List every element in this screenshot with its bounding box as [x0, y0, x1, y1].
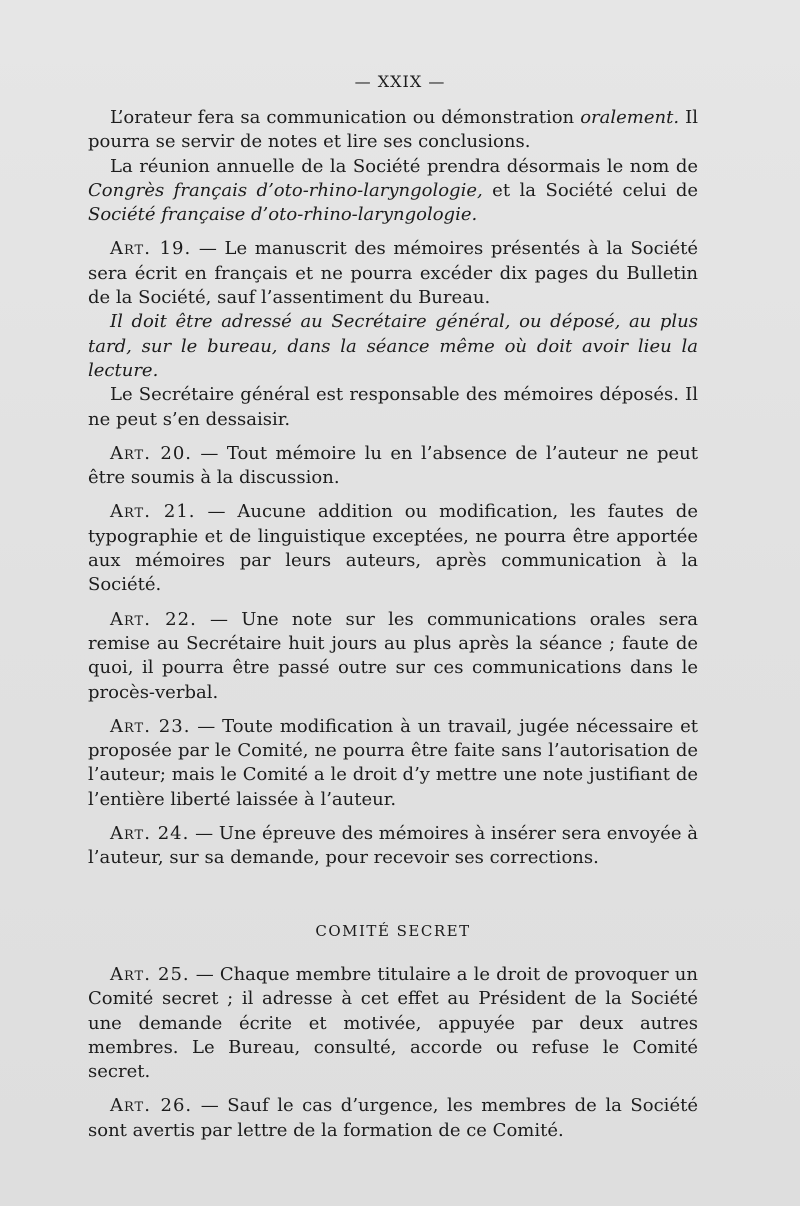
section-heading: COMITÉ SECRET [315, 921, 471, 940]
article-label: Art. 23. [110, 715, 191, 737]
article-label: Art. 24. [110, 823, 190, 845]
article-22: Art. 22. — Une note sur les communications orales sera remise au Secrétaire huit jours au plus après la séance ; faute de quoi, il pourra être passé outre sur ces communications dans le procès-verbal. [88, 608, 698, 703]
article-19: Art. 19. — Le manuscrit des mémoires présentés à la Société sera écrit en français et ne pourra excéder dix pages du Bulletin de la Société, sauf l’assentiment du Bureau. [88, 238, 698, 309]
article-label: Art. 22. [110, 608, 197, 630]
article-20: Art. 20. — Tout mémoire lu en l’absence de l’auteur ne peut être soumis à la discussion. [88, 442, 698, 489]
article-label: Art. 21. [110, 501, 196, 523]
page-number: — XXIX — [354, 72, 446, 91]
article-19-continued: Le Secrétaire général est responsable des mémoires déposés. Il ne peut s’en dessaisir. [88, 384, 698, 430]
article-26: Art. 26. — Sauf le cas d’urgence, les membres de la Société sont avertis par lettre de la formation de ce Comité. [88, 1095, 698, 1141]
article-19-italic: Il doit être adressé au Secrétaire général, ou déposé, au plus tard, sur le bureau, dans la séance même où doit avoir lieu la lecture. [88, 311, 698, 381]
article-23: Art. 23. — Toute modification à un travail, jugée nécessaire et proposée par le Comité, ne pourra être faite sans l’autorisation de l’auteur; mais le Comité a le droit d’y mettre une note justifiant de l’entière liberté laissée à l’auteur. [88, 715, 698, 810]
article-21: Art. 21. — Aucune addition ou modification, les fautes de typographie et de linguistique exceptées, ne pourra être apportée aux mémoires par leurs auteurs, après communication à la Société. [88, 501, 698, 596]
article-label: Art. 26. [110, 1095, 193, 1117]
paragraph-oral-communication: L’orateur fera sa communication ou démonstration oralement. Il pourra se servir de notes et lire ses conclusions. [88, 107, 698, 153]
body-text [88, 106, 698, 1143]
article-25: Art. 25. — Chaque membre titulaire a le droit de provoquer un Comité secret ; il adresse à cet effet au Président de la Société une demande écrite et motivée, appuyée par deux autres membres. Le Bureau, consulté, accorde ou refuse le Comité secret. [88, 963, 698, 1083]
article-label: Art. 20. [110, 442, 192, 464]
article-label: Art. 25. [110, 963, 190, 985]
article-label: Art. 19. [110, 238, 192, 260]
paragraph-congress-name: La réunion annuelle de la Société prendra désormais le nom de Congrès français d’oto-rhino-laryngologie, et la Société celui de Société française d’oto-rhino-laryngologie. [88, 155, 698, 226]
article-24: Art. 24. — Une épreuve des mémoires à insérer sera envoyée à l’auteur, sur sa demande, pour recevoir ses corrections. [88, 823, 698, 869]
